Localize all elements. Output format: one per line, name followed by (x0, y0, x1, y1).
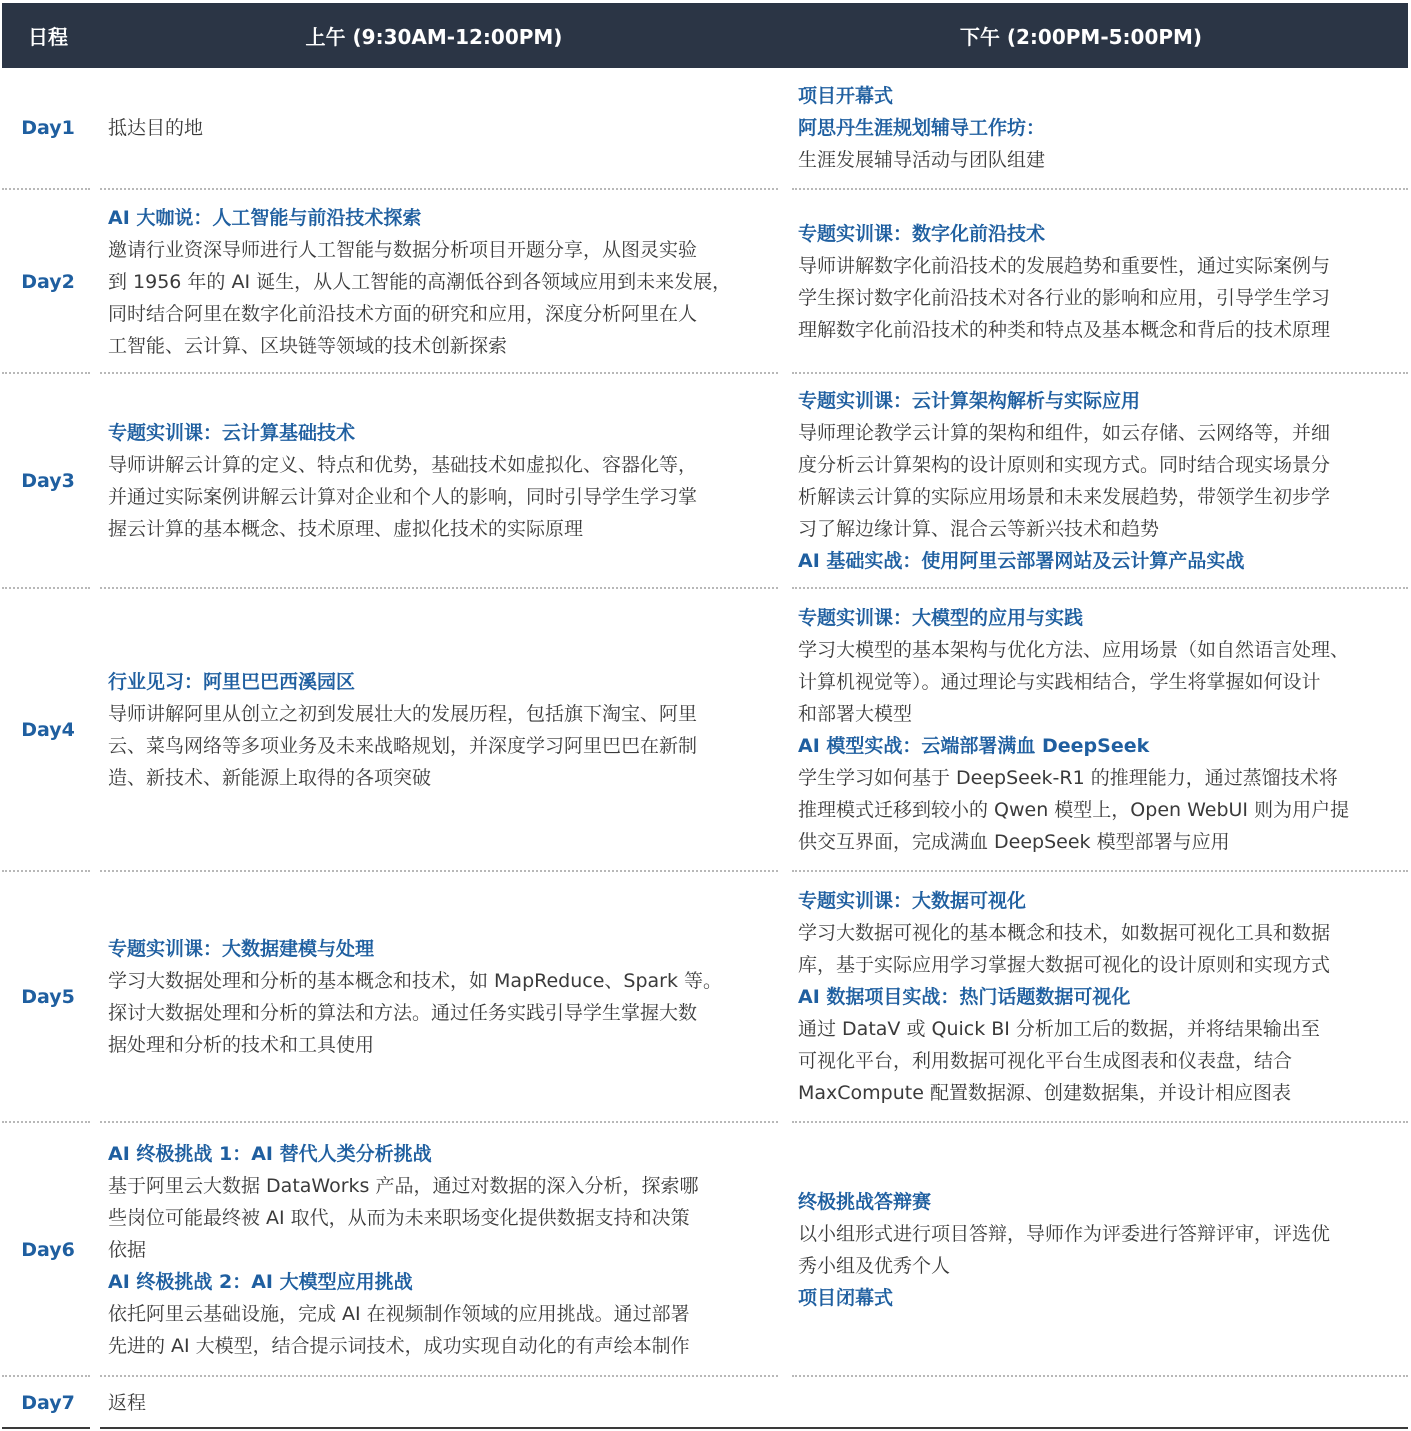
session-text: 邀请行业资深导师进行人工智能与数据分析项目开题分享，从图灵实验 (108, 238, 698, 261)
session-title: AI 终极挑战 2：AI 大模型应用挑战 (108, 1270, 413, 1293)
header-morning: 上午 (9:30AM-12:00PM) (305, 25, 563, 49)
session-text: 据处理和分析的技术和工具使用 (108, 1034, 375, 1056)
day-label: Day6 (21, 1238, 75, 1261)
table-header (2, 3, 1408, 68)
morning-cell (94, 1378, 774, 1427)
afternoon-cell (774, 590, 1408, 870)
session-text: 生涯发展辅导活动与团队组建 (798, 149, 1046, 171)
session-text: 理解数字化前沿技术的种类和特点及基本概念和背后的技术原理 (798, 318, 1331, 341)
session-title: AI 大咖说：人工智能与前沿技术探索 (108, 206, 422, 229)
session-text: 学生探讨数字化前沿技术对各行业的影响和应用，引导学生学习 (798, 286, 1331, 309)
day-label: Day1 (21, 117, 75, 139)
afternoon-cell (774, 873, 1408, 1121)
afternoon-cell (774, 1124, 1408, 1375)
session-text: 以小组形式进行项目答辩，导师作为评委进行答辩评审，评选优 (798, 1222, 1331, 1245)
session-text: 秀小组及优秀个人 (798, 1254, 951, 1277)
schedule-row (2, 191, 1408, 372)
session-text: 工智能、云计算、区块链等领域的技术创新探索 (108, 334, 508, 357)
session-text: 返程 (108, 1391, 147, 1414)
afternoon-cell (774, 1378, 1408, 1427)
session-text: 供交互界面，完成满血 DeepSeek 模型部署与应用 (798, 831, 1230, 853)
session-text: 库，基于实际应用学习掌握大数据可视化的设计原则和实现方式 (798, 954, 1331, 976)
session-text: 并通过实际案例讲解云计算对企业和个人的影响，同时引导学生学习掌 (108, 486, 698, 508)
session-title: 项目闭幕式 (798, 1286, 894, 1309)
session-text: 和部署大模型 (798, 703, 913, 725)
morning-cell (94, 375, 774, 587)
session-title: AI 终极挑战 1：AI 替代人类分析挑战 (108, 1142, 432, 1165)
table-body (2, 68, 1408, 1430)
session-title: 专题实训课：大数据建模与处理 (108, 938, 375, 960)
session-text: 度分析云计算架构的设计原则和实现方式。同时结合现实场景分 (798, 454, 1331, 476)
session-title: 项目开幕式 (798, 85, 894, 107)
session-text: 握云计算的基本概念、技术原理、虚拟化技术的实际原理 (108, 518, 584, 540)
session-text: 些岗位可能最终被 AI 取代，从而为未来职场变化提供数据支持和决策 (108, 1206, 690, 1229)
session-text: 依托阿里云基础设施，完成 AI 在视频制作领域的应用挑战。通过部署 (108, 1302, 690, 1325)
table-bottom-rule (2, 1427, 1408, 1430)
morning-cell (94, 191, 774, 372)
session-title: 阿思丹生涯规划辅导工作坊： (798, 117, 1046, 139)
afternoon-cell (774, 191, 1408, 372)
schedule-row (2, 68, 1408, 188)
session-text: 学习大数据处理和分析的基本概念和技术，如 MapReduce、Spark 等。 (108, 970, 723, 992)
session-text: 抵达目的地 (108, 117, 204, 139)
day-label: Day2 (21, 270, 75, 293)
header-afternoon: 下午 (2:00PM-5:00PM) (959, 25, 1203, 49)
session-text: 计算机视觉等）。通过理论与实践相结合，学生将掌握如何设计 (798, 671, 1321, 693)
morning-cell (94, 1124, 774, 1375)
session-text: 探讨大数据处理和分析的算法和方法。通过任务实践引导学生掌握大数 (108, 1002, 698, 1024)
day-label: Day3 (21, 470, 75, 492)
schedule-row (2, 1124, 1408, 1375)
session-title: 专题实训课：云计算架构解析与实际应用 (798, 390, 1141, 412)
session-text: 导师理论教学云计算的架构和组件，如云存储、云网络等，并细 (798, 422, 1331, 444)
session-text: 先进的 AI 大模型，结合提示词技术，成功实现自动化的有声绘本制作 (108, 1334, 690, 1357)
session-text: MaxCompute 配置数据源、创建数据集，并设计相应图表 (798, 1082, 1291, 1104)
session-title: 终极挑战答辩赛 (798, 1190, 932, 1213)
session-text: 云、菜鸟网络等多项业务及未来战略规划，并深度学习阿里巴巴在新制 (108, 735, 698, 757)
session-text: 通过 DataV 或 Quick BI 分析加工后的数据，并将结果输出至 (798, 1018, 1320, 1040)
schedule-row (2, 375, 1408, 587)
session-title: 行业见习：阿里巴巴西溪园区 (108, 671, 356, 693)
morning-cell (94, 873, 774, 1121)
afternoon-cell (774, 375, 1408, 587)
session-text: 基于阿里云大数据 DataWorks 产品，通过对数据的深入分析，探索哪 (108, 1174, 699, 1197)
session-title: 专题实训课：数字化前沿技术 (798, 222, 1046, 245)
session-text: 学生学习如何基于 DeepSeek-R1 的推理能力，通过蒸馏技术将 (798, 767, 1338, 789)
session-text: 导师讲解数字化前沿技术的发展趋势和重要性，通过实际案例与 (798, 254, 1331, 277)
day-label: Day7 (21, 1391, 75, 1414)
morning-cell (94, 590, 774, 870)
day-label: Day4 (21, 719, 75, 741)
schedule-table (2, 3, 1408, 1430)
session-text: 学习大数据可视化的基本概念和技术，如数据可视化工具和数据 (798, 922, 1331, 944)
session-title: 专题实训课：云计算基础技术 (108, 422, 356, 444)
schedule-row (2, 1378, 1408, 1427)
session-title: AI 数据项目实战：热门话题数据可视化 (798, 986, 1131, 1008)
session-text: 导师讲解阿里从创立之初到发展壮大的发展历程，包括旗下淘宝、阿里 (108, 703, 698, 725)
session-title: 专题实训课：大模型的应用与实践 (798, 607, 1084, 629)
day-label: Day5 (21, 986, 75, 1008)
schedule-row (2, 590, 1408, 870)
session-title: AI 基础实战：使用阿里云部署网站及云计算产品实战 (798, 550, 1245, 572)
session-text: 学习大模型的基本架构与优化方法、应用场景（如自然语言处理、 (798, 639, 1350, 661)
header-day: 日程 (28, 25, 68, 49)
session-text: 可视化平台，利用数据可视化平台生成图表和仪表盘，结合 (798, 1050, 1293, 1072)
session-text: 依据 (108, 1238, 147, 1261)
afternoon-cell (774, 68, 1408, 188)
session-text: 到 1956 年的 AI 诞生，从人工智能的高潮低谷到各领域应用到未来发展， (108, 270, 732, 293)
session-text: 造、新技术、新能源上取得的各项突破 (108, 767, 432, 789)
session-title: AI 模型实战：云端部署满血 DeepSeek (798, 735, 1150, 757)
session-text: 同时结合阿里在数字化前沿技术方面的研究和应用，深度分析阿里在人 (108, 302, 698, 325)
session-text: 析解读云计算的实际应用场景和未来发展趋势，带领学生初步学 (798, 486, 1331, 508)
session-text: 习了解边缘计算、混合云等新兴技术和趋势 (798, 518, 1160, 540)
morning-cell (94, 68, 774, 188)
session-text: 导师讲解云计算的定义、特点和优势，基础技术如虚拟化、容器化等， (108, 454, 698, 476)
session-text: 推理模式迁移到较小的 Qwen 模型上，Open WebUI 则为用户提 (798, 799, 1350, 821)
schedule-row (2, 873, 1408, 1121)
session-title: 专题实训课：大数据可视化 (798, 890, 1027, 912)
